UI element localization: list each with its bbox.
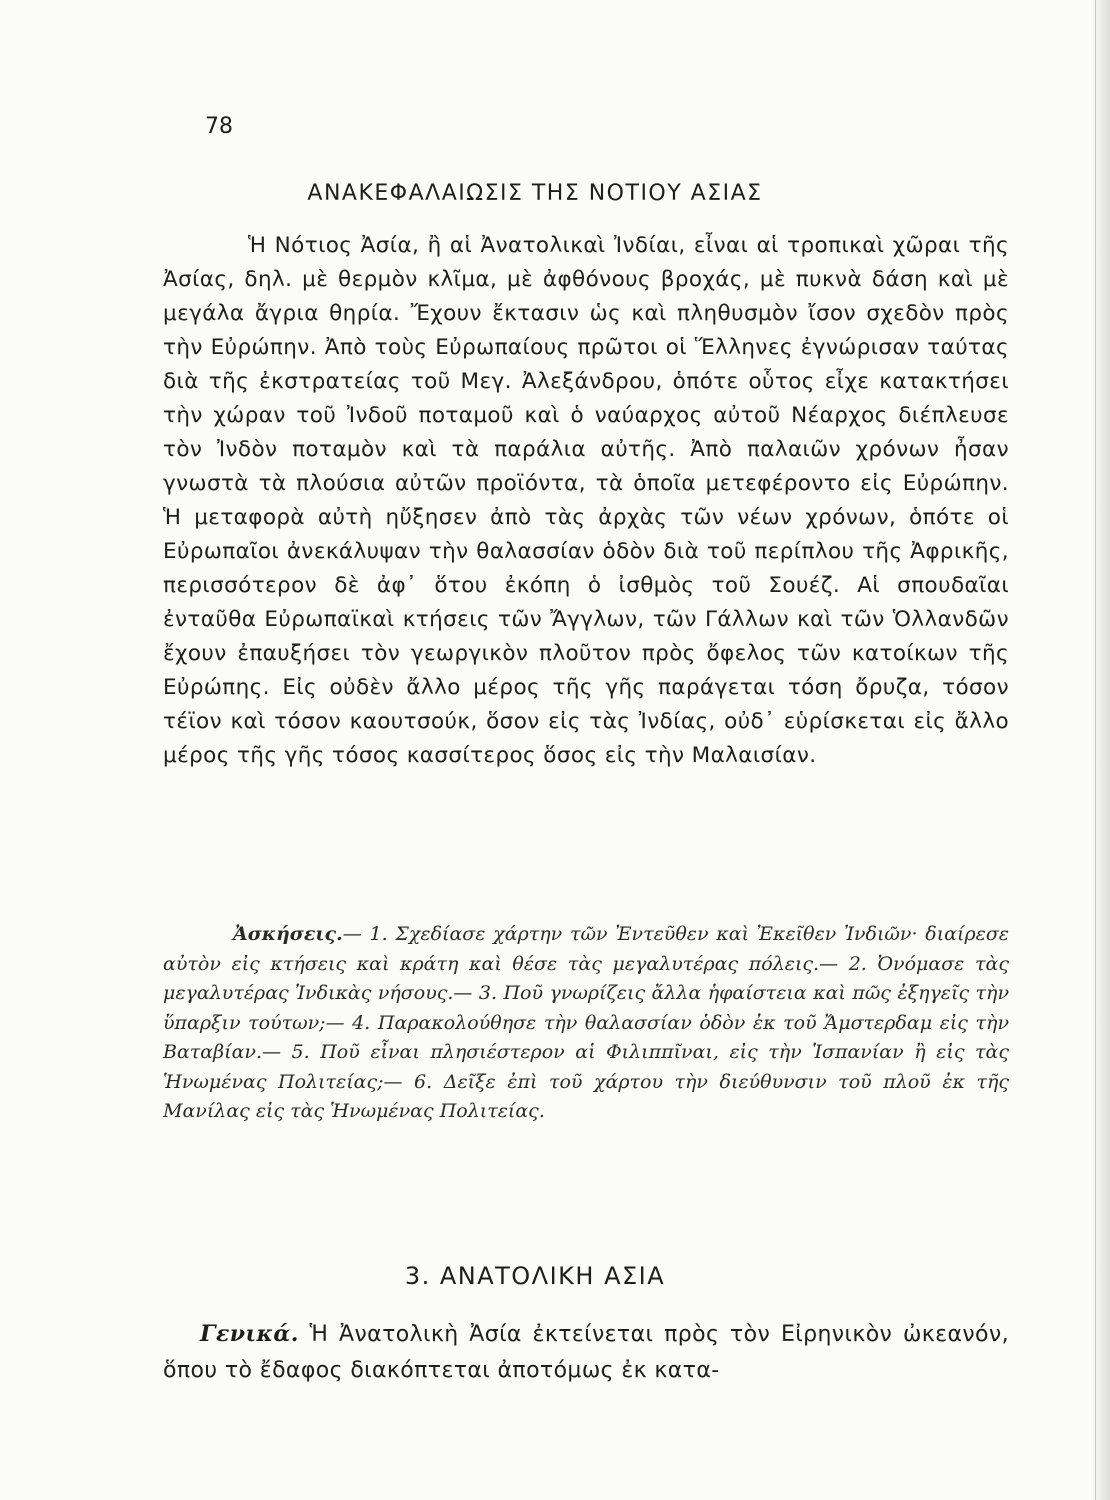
general-heading: Γενικά. [200, 1321, 299, 1347]
general-text: Ἡ Ἀνατολικὴ Ἀσία ἐκτείνεται πρὸς τὸν Εἰρηνικὸν ὠκεανόν, ὅπου τὸ ἔδαφος διακόπτεται ἀποτόμως ἐκ κατα- [163, 1322, 1009, 1383]
section-title-summary-south-asia: ΑΝΑΚΕΦΑΛΑΙΩΣΙΣ ΤΗΣ ΝΟΤΙΟΥ ΑΣΙΑΣ [307, 181, 763, 206]
section-title-east-asia: 3. ΑΝΑΤΟΛΙΚΗ ΑΣΙΑ [404, 1262, 666, 1290]
page-edge-shadow [1090, 0, 1110, 1500]
general-paragraph [163, 1316, 1009, 1389]
exercises-text: — 1. Σχεδίασε χάρτην τῶν Ἐντεῦθεν καὶ Ἐκεῖθεν Ἰνδιῶν· διαίρεσε αὐτὸν εἰς κτήσεις καὶ κράτη καὶ θέσε τὰς μεγαλυτέρας πόλεις.— 2. Ὀνόμασε τὰς μεγαλυτέρας Ἰνδικὰς νήσους.— 3. Ποῦ γνωρίζεις ἄλλα ἡφαίστεια καὶ πῶς ἐξηγεῖς τὴν ὕπαρξιν τούτων;— 4. Παρακολούθησε τὴν θαλασσίαν ὁδὸν ἐκ τοῦ Ἄμστερδαμ εἰς τὴν Βαταβίαν.— 5. Ποῦ εἶναι πλησιέστερον αἱ Φιλιππῖναι, εἰς τὴν Ἱσπανίαν ἢ εἰς τὰς Ἡνωμένας Πολιτείας;— 6. Δεῖξε ἐπὶ τοῦ χάρτου τὴν διεύθυνσιν τοῦ πλοῦ ἐκ τῆς Μανίλας εἰς τὰς Ἡνωμένας Πολιτείας. [163, 923, 1009, 1122]
page-fold-line [1095, 0, 1096, 1500]
page-number: 78 [205, 114, 233, 139]
exercises-heading: Ἀσκήσεις. [233, 923, 343, 945]
exercises-paragraph [163, 920, 1009, 1127]
summary-paragraph: Ἡ Νότιος Ἀσία, ἢ αἱ Ἀνατολικαὶ Ἰνδίαι, εἶναι αἱ τροπικαὶ χῶραι τῆς Ἀσίας, δηλ. μὲ θερμὸν κλῖμα, μὲ ἀφθόνους βροχάς, μὲ πυκνὰ δάση καὶ μὲ μεγάλα ἄγρια θηρία. Ἔχουν ἔκτασιν ὡς καὶ πληθυσμὸν ἴσον σχεδὸν πρὸς τὴν Εὐρώπην. Ἀπὸ τοὺς Εὐρωπαίους πρῶτοι οἱ Ἕλληνες ἐγνώρισαν ταύτας διὰ τῆς ἐκστρατείας τοῦ Μεγ. Ἀλεξάνδρου, ὁπότε οὗτος εἶχε κατακτήσει τὴν χώραν τοῦ Ἰνδοῦ ποταμοῦ καὶ ὁ ναύαρχος αὐτοῦ Νέαρχος διέπλευσε τὸν Ἰνδὸν ποταμὸν καὶ τὰ παράλια αὐτῆς. Ἀπὸ παλαιῶν χρόνων ἦσαν γνωστὰ τὰ πλούσια αὐτῶν προϊόντα, τὰ ὁποῖα μετεφέροντο εἰς Εὐρώπην. Ἡ μεταφορὰ αὐτὴ ηὔξησεν ἀπὸ τὰς ἀρχὰς τῶν νέων χρόνων, ὁπότε οἱ Εὐρωπαῖοι ἀνεκάλυψαν τὴν θαλασσίαν ὁδὸν διὰ τοῦ περίπλου τῆς Ἀφρικῆς, περισσότερον δὲ ἀφ᾿ ὅτου ἐκόπη ὁ ἰσθμὸς τοῦ Σουέζ. Αἱ σπουδαῖαι ἐνταῦθα Εὐρωπαϊκαὶ κτήσεις τῶν Ἄγγλων, τῶν Γάλλων καὶ τῶν Ὁλλανδῶν ἔχουν ἐπαυξήσει τὸν γεωργικὸν πλοῦτον πρὸς ὄφελος τῶν κατοίκων τῆς Εὐρώπης. Εἰς οὐδὲν ἄλλο μέρος τῆς γῆς παράγεται τόση ὄρυζα, τόσον τέϊον καὶ τόσον καουτσούκ, ὅσον εἰς τὰς Ἰνδίας, οὐδ᾿ εὑρίσκεται εἰς ἄλλο μέρος τῆς γῆς τόσος κασσίτερος ὅσος εἰς τὴν Μαλαισίαν. [163, 233, 1009, 768]
